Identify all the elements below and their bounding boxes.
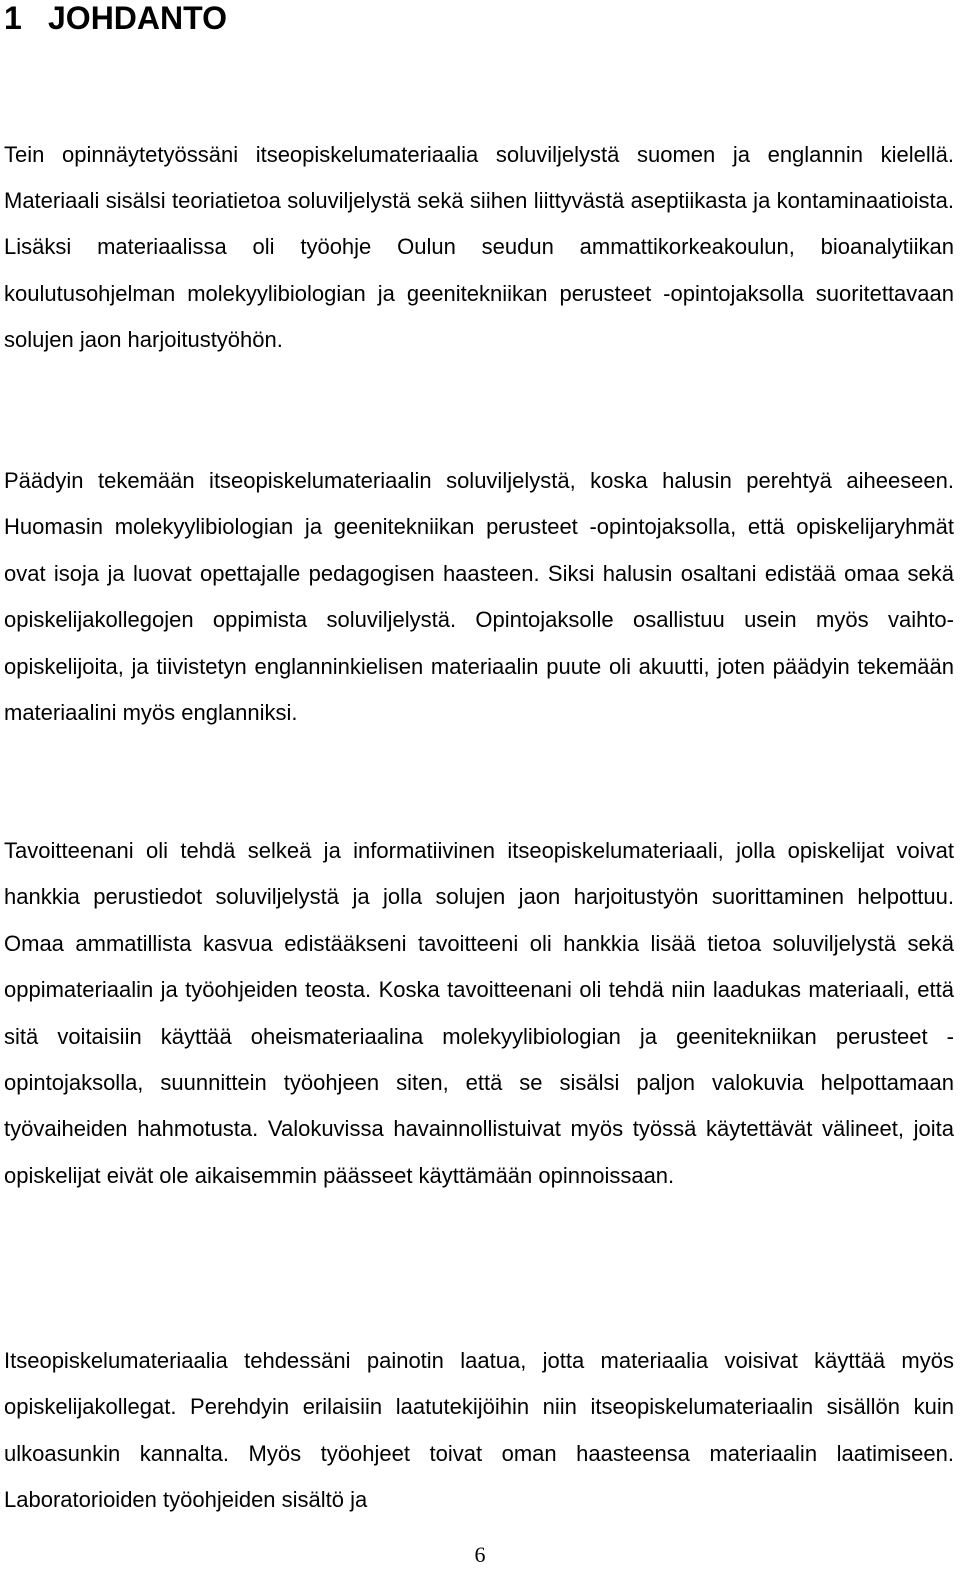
chapter-number: 1 <box>4 0 22 36</box>
chapter-title: JOHDANTO <box>48 0 227 36</box>
page-number: 6 <box>474 1542 486 1567</box>
chapter-heading <box>4 0 227 40</box>
paragraph-2: Päädyin tekemään itseopiskelumateriaalin soluviljelystä, koska halusin perehtyä aiheeseen. Huomasin molekyylibiologian ja geenitekniikan perusteet -opintojaksolla, että opiskelijaryhmät ovat isoja ja luovat opettajalle pedagogisen haasteen. Siksi halusin osaltani edistää omaa sekä opiskelijakollegojen oppimista soluviljelystä. Opintojaksolle osallistuu usein myös vaihtoopiskelijoita, ja tiivistetyn englanninkielisen materiaalin puute oli akuutti, joten päädyin tekemään materiaalini myös englanniksi. <box>4 468 954 726</box>
paragraph-4: Itseopiskelumateriaalia tehdessäni painotin laatua, jotta materiaalia voisivat käyttää myös opiskelijakollegat. Perehdyin erilaisiin laatutekijöihin niin itseopiskelumateriaalin sisällön kuin ulkoasunkin kannalta. Myös työohjeet toivat oman haasteensa materiaalin laatimiseen. Laboratorioiden työohjeiden sisältö ja <box>4 1348 954 1513</box>
paragraph-1: Tein opinnäytetyössäni itseopiskelumateriaalia soluviljelystä suomen ja englannin kielellä. Materiaali sisälsi teoriatietoa soluviljelystä sekä siihen liittyvästä aseptiikasta ja kontaminaatioista. Lisäksi materiaalissa oli työohje Oulun seudun ammattikorkeakoulun, bioanalytiikan koulutusohjelman molekyylibiologian ja geenitekniikan perusteet -opintojaksolla suoritettavaan solujen jaon harjoitustyöhön. <box>4 142 954 352</box>
paragraph-3: Tavoitteenani oli tehdä selkeä ja informatiivinen itseopiskelumateriaali, jolla opiskelijat voivat hankkia perustiedot soluviljelystä ja jolla solujen jaon harjoitustyön suorittaminen helpottuu. Omaa ammatillista kasvua edistääkseni tavoitteeni oli hankkia lisää tietoa soluviljelystä sekä oppimateriaalin ja työohjeiden teosta. Koska tavoitteenani oli tehdä niin laadukas materiaali, että sitä voitaisiin käyttää oheismateriaalina molekyylibiologian ja geenitekniikan perusteet -opintojaksolla, suunnittein työohjeen siten, että se sisälsi paljon valokuvia helpottamaan työvaiheiden hahmotusta. Valokuvissa havainnollistuivat myös työssä käytettävät välineet, joita opiskelijat eivät ole aikaisemmin päässeet käyttämään opinnoissaan. <box>4 838 954 1188</box>
